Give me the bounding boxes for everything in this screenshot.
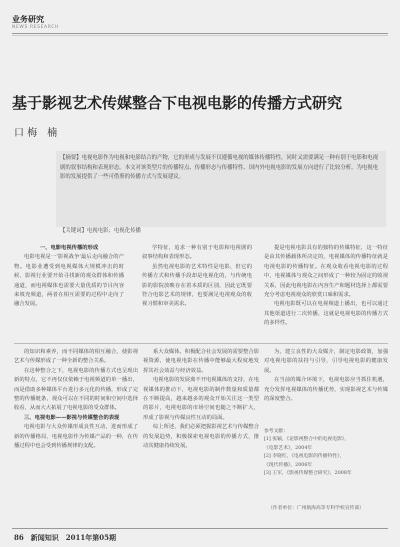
top-divider xyxy=(12,33,388,34)
references-heading: 参考文献： xyxy=(264,429,288,434)
paragraph: 电视电影既可以在电视频道上播出，也可以通过其他渠道进行二次传播，这就是电视电影的传播方式的多样性。 xyxy=(264,301,388,327)
paragraph: 虽然电视电影的艺术特性是电影，但它的传播方式和传播手段却是电视化的，与传统电影的影院放映存在着本质的区别，因此它既要符合电影艺术的规律，也要满足电视观众的收视习惯和审美需求。 xyxy=(142,263,252,308)
body-column-1 xyxy=(14,244,124,340)
references xyxy=(264,428,388,478)
article-abstract: 【摘要】电视电影作为电视和电影结合的产物，它的形成与发展不仅遵循电视的媒体传播特性，同时又需要满足一种有别于电影和电视剧的叙事结构和表现形态。本文对该类型片的传播特点、传播形态与传播特性、国内外电视电影的发展方向进行了比较分析，为电视电影的发展提供了一些可借鉴的传播方式与发展建议。 xyxy=(60,155,379,181)
reference-item: [3] 王军，《影视传媒整合研究》，2008年 xyxy=(264,471,352,477)
reference-item: [1] 张颖，《论影视整合中的电视电影》， xyxy=(264,437,350,443)
body-column-3 xyxy=(264,244,388,340)
section-subtitle: NEWS RESEARCH xyxy=(12,25,59,30)
paragraph: 的知识和素养，而不同媒体的相互融合，使影视艺术与传媒形成了一种全新的整合关系。 xyxy=(14,349,138,365)
section-heading: 一、电影电视传播的形成 xyxy=(39,245,99,251)
section-heading: 三、电视电影——影视与传媒整合的表现 xyxy=(24,414,120,421)
reference-item: [2] 李晓红，《电视电影的传播特性》， xyxy=(264,454,345,460)
paragraph: 在当前的媒介环境下，电视电影应当抓住机遇，充分发挥电视媒体的传播优势，实现影视艺术与传媒的深度整合。 xyxy=(264,377,388,403)
middle-divider xyxy=(14,343,388,344)
author-affiliation: （作者单位：广州航海高等专科学校宣传部） xyxy=(268,506,364,511)
paragraph: 学特征，追求一种有别于电影和电视剧的叙事结构和表现形态。 xyxy=(142,245,252,261)
body-column-2 xyxy=(142,244,252,340)
article-keywords: 【关键词】电视电影；电视化传播 xyxy=(60,228,141,234)
reference-item: 《现代传播》，2006年 xyxy=(264,462,313,468)
reference-item: 《电影艺术》，2004年 xyxy=(264,445,313,451)
paragraph: 系大众媒体，积极配合社会发展的需要整合影视资源，使电视电影在传播中能够最大程度地发挥其社会效益与经济效益。 xyxy=(143,349,259,374)
paragraph: 在这种整合之下，电视电影的传播方式也呈现出新的特点，它不再仅仅依赖于电视频道的单一播出，而是借助多种媒体平台进行多元化的传播，形成了完整的传播链条，观众可以在不同的时间和空间中选择收看，从而大大拓展了电视电影的受众群体。 xyxy=(14,367,138,412)
body-column-4 xyxy=(14,348,138,526)
footer-divider xyxy=(12,528,388,529)
body-column-6 xyxy=(264,348,388,428)
paragraph: 为，建立良性的大众媒介，制定电影政策，加强对电视电影的扶持与引导，引导电视电影的健康发展。 xyxy=(264,349,388,374)
article-title: 基于影视艺术传媒整合下电视电影的传播方式研究 xyxy=(12,94,343,112)
section-title: 业务研究 xyxy=(12,15,44,24)
paragraph: 电影电视是一'影视战争'最后走向融合的产物。电影业遭受到电视媒体大规模冲击的时候，影视行业要开始寻找新的观众群体和传播通道，而电视媒体也需要大量优质的节目内容来填充频道，两者在相互需要的过程中走向了融合发展。 xyxy=(14,254,124,308)
page-footer: 86 新闻知识 2011年第05期 xyxy=(14,533,116,542)
top-divider-secondary xyxy=(12,35,388,36)
paragraph: 电视电影的发展离不开电视媒体的支持，在电视媒体的推动下，电视电影的制作数量和质量都在不断提高，越来越多的观众开始关注这一类型的影片，电视电影的市场空间也随之不断扩大，形成了影视与传媒良性互动的局面。 xyxy=(143,377,259,421)
paragraph: 综上所述，我们必须把握影视艺术与传媒整合的发展趋势，积极探索电视电影的传播方式，推动其健康持续发展。 xyxy=(143,424,259,450)
article-author: 口 梅 楠 xyxy=(14,128,58,139)
body-column-5 xyxy=(143,348,259,526)
paragraph: 电视电影与大众传媒形成良性互动，进而形成了新的传播格局，电视电影作为传媒产品的一种，在传播过程中也会受到传播规律的支配。 xyxy=(14,424,138,450)
paragraph: 提是电视电影具有的独特的传媒特征，这一特征是由其传播载体所决定的，电视媒体的传播特征就是电视电影的传播特征。在观众收看电视电影的过程中，电视媒体与观众之间形成了一种较为固定的收视关系，因此电视电影在内容生产和题材选择上都需要充分考虑电视观众的欣赏口味和需求。 xyxy=(264,245,388,299)
